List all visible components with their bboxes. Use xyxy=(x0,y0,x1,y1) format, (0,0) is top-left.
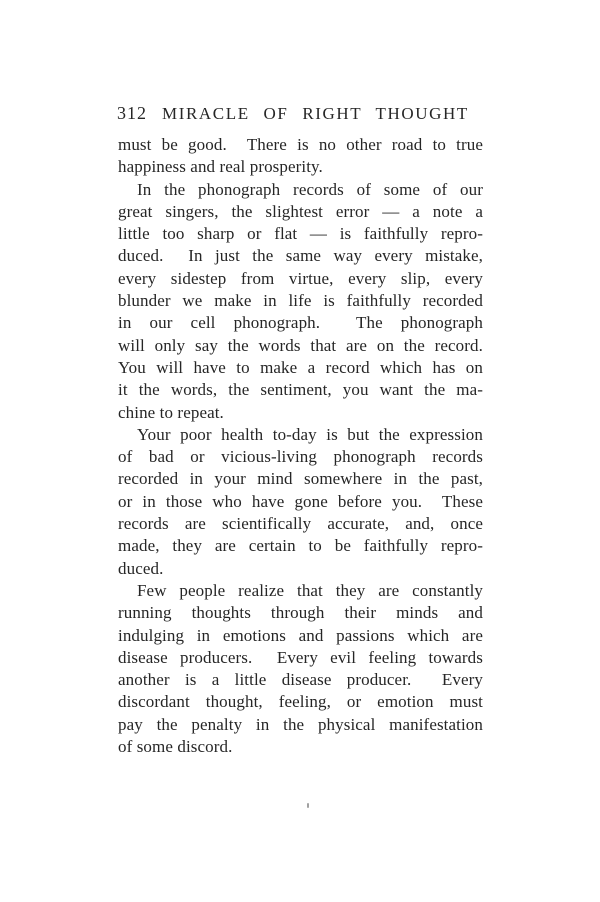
paragraph xyxy=(118,580,483,758)
page-number: 312 xyxy=(117,103,147,123)
page-body-text xyxy=(118,134,483,758)
running-head xyxy=(117,103,487,124)
text-line: discordant thought, feeling, or emotion must xyxy=(118,692,483,712)
text-line: of bad or vicious-living phonograph records xyxy=(118,447,483,467)
text-line: of some discord. xyxy=(118,737,233,757)
text-line: You will have to make a record which has on xyxy=(118,357,483,377)
text-line: or in those who have gone before you. These xyxy=(118,491,483,511)
text-line: chine to repeat. xyxy=(118,402,224,422)
paragraph xyxy=(118,134,483,179)
text-line: records are scientifically accurate, and, once xyxy=(118,514,483,534)
printers-mark-dot xyxy=(307,803,309,808)
text-line: blunder we make in life is faithfully recorded xyxy=(118,291,483,311)
text-line: every sidestep from virtue, every slip, every xyxy=(118,268,483,288)
text-line: Few people realize that they are constantly xyxy=(137,580,483,600)
running-title: MIRACLE OF RIGHT THOUGHT xyxy=(162,104,469,123)
text-line: recorded in your mind somewhere in the past, xyxy=(118,469,483,489)
text-line: indulging in emotions and passions which are xyxy=(118,625,483,645)
text-line: must be good. There is no other road to true xyxy=(118,135,483,154)
text-line: will only say the words that are on the record. xyxy=(118,335,483,355)
text-line: great singers, the slightest error — a note a xyxy=(118,201,483,221)
text-line: Your poor health to-day is but the expression xyxy=(137,424,483,444)
paragraph xyxy=(118,179,483,424)
paragraph xyxy=(118,424,483,580)
text-line: running thoughts through their minds and xyxy=(118,603,483,623)
text-line: another is a little disease producer. Every xyxy=(118,670,483,690)
text-line: made, they are certain to be faithfully repro- xyxy=(118,536,483,556)
text-line: duced. xyxy=(118,558,164,578)
text-line: duced. In just the same way every mistake, xyxy=(118,246,483,266)
text-line: In the phonograph records of some of our xyxy=(137,179,483,199)
text-line: pay the penalty in the physical manifestation xyxy=(118,714,483,734)
text-line: disease producers. Every evil feeling towards xyxy=(118,647,483,667)
text-line: in our cell phonograph. The phonograph xyxy=(118,313,483,333)
text-line: it the words, the sentiment, you want the ma- xyxy=(118,380,483,400)
text-line: little too sharp or flat — is faithfully repro- xyxy=(118,224,483,244)
text-line: happiness and real prosperity. xyxy=(118,157,323,177)
